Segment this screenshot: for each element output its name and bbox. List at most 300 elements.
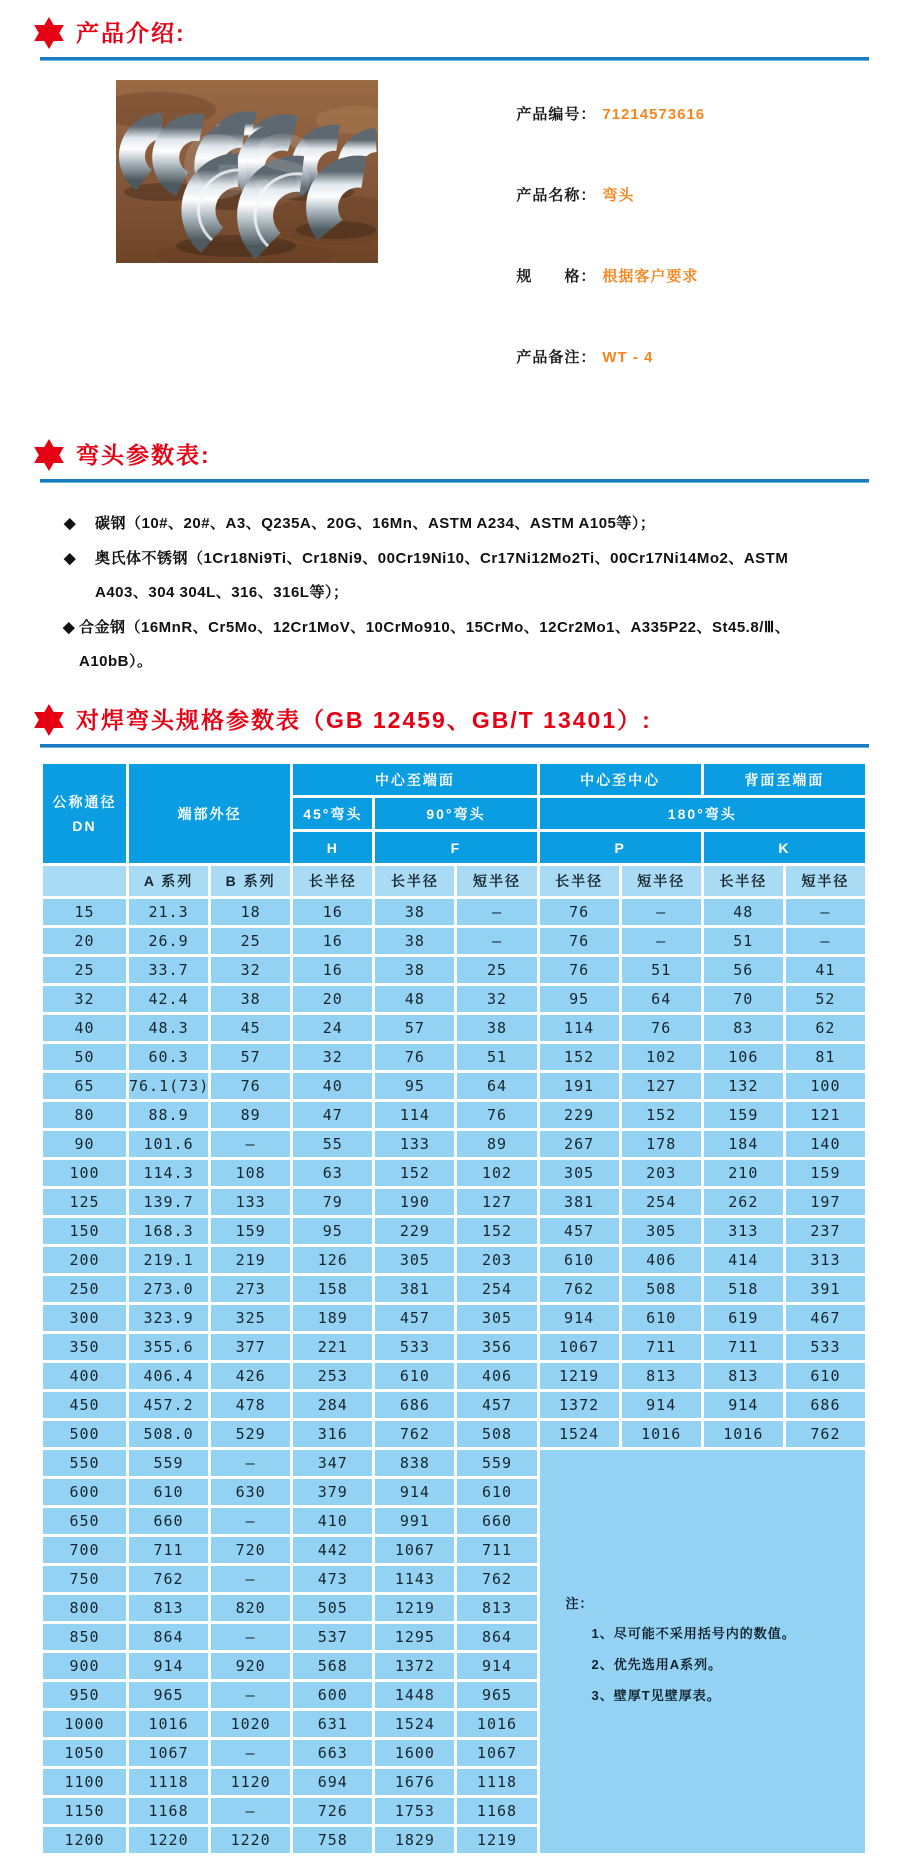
- value-cell: 95: [538, 985, 620, 1014]
- subheader-long-radius: 长半径: [538, 865, 620, 898]
- subheader-short-radius: 短半径: [620, 865, 702, 898]
- value-cell: 267: [538, 1130, 620, 1159]
- header-elbow45: 45°弯头: [292, 797, 374, 831]
- header-p: P: [538, 831, 702, 865]
- subheader-short-radius: 短半径: [784, 865, 866, 898]
- value-cell: 467: [784, 1304, 866, 1333]
- value-cell: 100: [784, 1072, 866, 1101]
- value-cell: —: [784, 898, 866, 927]
- value-cell: 406: [620, 1246, 702, 1275]
- value-cell: 33.7: [128, 956, 210, 985]
- spec-row: [42, 1130, 867, 1159]
- value-cell: 95: [374, 1072, 456, 1101]
- value-cell: 711: [702, 1333, 784, 1362]
- value-cell: 720: [210, 1536, 292, 1565]
- value-cell: 1067: [374, 1536, 456, 1565]
- value-cell: 442: [292, 1536, 374, 1565]
- subheader-short-radius: 短半径: [456, 865, 538, 898]
- value-cell: 159: [784, 1159, 866, 1188]
- dn-cell: 150: [42, 1217, 128, 1246]
- value-cell: 190: [374, 1188, 456, 1217]
- value-cell: 48.3: [128, 1014, 210, 1043]
- value-cell: 762: [374, 1420, 456, 1449]
- value-cell: 325: [210, 1304, 292, 1333]
- header-h: H: [292, 831, 374, 865]
- dn-cell: 600: [42, 1478, 128, 1507]
- value-cell: 711: [620, 1333, 702, 1362]
- diamond-bullet-icon: ◆: [64, 550, 77, 567]
- subheader-long-radius: 长半径: [292, 865, 374, 898]
- value-cell: 76: [538, 898, 620, 927]
- value-cell: 32: [456, 985, 538, 1014]
- header-end-od: 端部外径: [128, 763, 292, 865]
- value-cell: 313: [702, 1217, 784, 1246]
- header-dn-line1: 公称通径: [52, 793, 117, 810]
- dn-cell: 50: [42, 1043, 128, 1072]
- header-dn: [42, 763, 128, 865]
- spec-table-body: [42, 898, 867, 1855]
- value-cell: 42.4: [128, 985, 210, 1014]
- value-cell: 55: [292, 1130, 374, 1159]
- dn-cell: 250: [42, 1275, 128, 1304]
- value-cell: 16: [292, 898, 374, 927]
- spec-row: [42, 1246, 867, 1275]
- value-cell: 838: [374, 1449, 456, 1478]
- value-cell: 711: [456, 1536, 538, 1565]
- dn-cell: 65: [42, 1072, 128, 1101]
- field-label: 规 格：: [516, 268, 597, 285]
- value-cell: 32: [292, 1043, 374, 1072]
- value-cell: 178: [620, 1130, 702, 1159]
- header-k: K: [702, 831, 866, 865]
- value-cell: 1016: [128, 1710, 210, 1739]
- subheader-long-radius: 长半径: [702, 865, 784, 898]
- value-cell: 1524: [374, 1710, 456, 1739]
- value-cell: 914: [374, 1478, 456, 1507]
- value-cell: 79: [292, 1188, 374, 1217]
- dn-cell: 300: [42, 1304, 128, 1333]
- value-cell: 76: [210, 1072, 292, 1101]
- value-cell: —: [210, 1623, 292, 1652]
- value-cell: 62: [784, 1014, 866, 1043]
- spec-row: [42, 1014, 867, 1043]
- value-cell: 610: [538, 1246, 620, 1275]
- dn-cell: 100: [42, 1159, 128, 1188]
- value-cell: 568: [292, 1652, 374, 1681]
- spec-row: [42, 1275, 867, 1304]
- material-text: 奥氏体不锈钢（1Cr18Ni9Ti、Cr18Ni9、00Cr19Ni10、Cr17Ni12Mo2Ti、00Cr17Ni14Mo2、ASTM A403、304 304L、316、316L等）；: [95, 550, 789, 601]
- value-cell: 114.3: [128, 1159, 210, 1188]
- value-cell: 24: [292, 1014, 374, 1043]
- value-cell: 76.1(73): [128, 1072, 210, 1101]
- dn-cell: 15: [42, 898, 128, 927]
- value-cell: 630: [210, 1478, 292, 1507]
- field-label: 产品备注：: [516, 349, 597, 366]
- value-cell: 45: [210, 1014, 292, 1043]
- value-cell: 529: [210, 1420, 292, 1449]
- material-item-stainless-steel: [0, 542, 860, 610]
- value-cell: 197: [784, 1188, 866, 1217]
- value-cell: 262: [702, 1188, 784, 1217]
- value-cell: 184: [702, 1130, 784, 1159]
- value-cell: 559: [128, 1449, 210, 1478]
- value-cell: 1829: [374, 1826, 456, 1855]
- value-cell: 203: [456, 1246, 538, 1275]
- value-cell: 914: [538, 1304, 620, 1333]
- value-cell: 920: [210, 1652, 292, 1681]
- value-cell: 121: [784, 1101, 866, 1130]
- value-cell: 32: [210, 956, 292, 985]
- value-cell: 40: [292, 1072, 374, 1101]
- value-cell: —: [456, 927, 538, 956]
- notes-block: [540, 1593, 865, 1711]
- value-cell: —: [210, 1739, 292, 1768]
- product-photo: [116, 80, 378, 263]
- value-cell: 219: [210, 1246, 292, 1275]
- value-cell: 1016: [620, 1420, 702, 1449]
- value-cell: 152: [620, 1101, 702, 1130]
- spec-row: [42, 1159, 867, 1188]
- value-cell: 391: [784, 1275, 866, 1304]
- dn-cell: 20: [42, 927, 128, 956]
- value-cell: 25: [210, 927, 292, 956]
- section-spec-header: [34, 703, 909, 737]
- value-cell: 102: [456, 1159, 538, 1188]
- value-cell: 18: [210, 898, 292, 927]
- value-cell: 478: [210, 1391, 292, 1420]
- value-cell: 533: [784, 1333, 866, 1362]
- section-divider: [40, 57, 869, 61]
- field-product-name: [475, 167, 705, 222]
- section-divider: [40, 479, 869, 483]
- value-cell: 158: [292, 1275, 374, 1304]
- value-cell: 508.0: [128, 1420, 210, 1449]
- value-cell: 38: [210, 985, 292, 1014]
- spec-row: [42, 985, 867, 1014]
- value-cell: 132: [702, 1072, 784, 1101]
- header-center-to-center: 中心至中心: [538, 763, 702, 797]
- value-cell: 762: [128, 1565, 210, 1594]
- value-cell: 663: [292, 1739, 374, 1768]
- dn-cell: 125: [42, 1188, 128, 1217]
- value-cell: 762: [538, 1275, 620, 1304]
- value-cell: 1168: [456, 1797, 538, 1826]
- value-cell: 414: [702, 1246, 784, 1275]
- value-cell: 221: [292, 1333, 374, 1362]
- value-cell: 127: [456, 1188, 538, 1217]
- value-cell: 48: [702, 898, 784, 927]
- value-cell: 189: [292, 1304, 374, 1333]
- elbow-photo-illustration: [116, 80, 378, 263]
- subheader-empty: [42, 865, 128, 898]
- value-cell: 273.0: [128, 1275, 210, 1304]
- value-cell: 168.3: [128, 1217, 210, 1246]
- value-cell: 63: [292, 1159, 374, 1188]
- notes-cell: [538, 1449, 866, 1855]
- value-cell: 379: [292, 1478, 374, 1507]
- field-label: 产品名称：: [516, 187, 597, 204]
- product-fields: [475, 80, 705, 410]
- spec-row: [42, 1362, 867, 1391]
- value-cell: 1220: [128, 1826, 210, 1855]
- note-item: 2、优先选用A系列。: [591, 1656, 723, 1672]
- value-cell: 1676: [374, 1768, 456, 1797]
- value-cell: 64: [456, 1072, 538, 1101]
- value-cell: 1067: [128, 1739, 210, 1768]
- value-cell: 48: [374, 985, 456, 1014]
- spec-row: [42, 927, 867, 956]
- value-cell: 813: [456, 1594, 538, 1623]
- dn-cell: 550: [42, 1449, 128, 1478]
- value-cell: 356: [456, 1333, 538, 1362]
- value-cell: 76: [620, 1014, 702, 1043]
- value-cell: 533: [374, 1333, 456, 1362]
- value-cell: 610: [620, 1304, 702, 1333]
- value-cell: 1372: [374, 1652, 456, 1681]
- value-cell: 16: [292, 956, 374, 985]
- value-cell: 914: [456, 1652, 538, 1681]
- value-cell: 52: [784, 985, 866, 1014]
- value-cell: 508: [456, 1420, 538, 1449]
- value-cell: 1372: [538, 1391, 620, 1420]
- value-cell: 457: [374, 1304, 456, 1333]
- value-cell: 253: [292, 1362, 374, 1391]
- value-cell: —: [210, 1449, 292, 1478]
- subheader-long-radius: 长半径: [374, 865, 456, 898]
- value-cell: 813: [128, 1594, 210, 1623]
- value-cell: —: [210, 1797, 292, 1826]
- value-cell: 686: [374, 1391, 456, 1420]
- value-cell: 559: [456, 1449, 538, 1478]
- value-cell: 914: [702, 1391, 784, 1420]
- dn-cell: 1100: [42, 1768, 128, 1797]
- value-cell: 126: [292, 1246, 374, 1275]
- value-cell: 631: [292, 1710, 374, 1739]
- value-cell: 273: [210, 1275, 292, 1304]
- value-cell: 26.9: [128, 927, 210, 956]
- value-cell: 381: [538, 1188, 620, 1217]
- value-cell: 305: [538, 1159, 620, 1188]
- value-cell: 914: [620, 1391, 702, 1420]
- dn-cell: 1150: [42, 1797, 128, 1826]
- value-cell: 537: [292, 1623, 374, 1652]
- value-cell: 711: [128, 1536, 210, 1565]
- value-cell: 305: [374, 1246, 456, 1275]
- value-cell: 76: [456, 1101, 538, 1130]
- dn-cell: 40: [42, 1014, 128, 1043]
- value-cell: 323.9: [128, 1304, 210, 1333]
- value-cell: 133: [210, 1188, 292, 1217]
- dn-cell: 350: [42, 1333, 128, 1362]
- spec-row: [42, 956, 867, 985]
- value-cell: 1118: [128, 1768, 210, 1797]
- dn-cell: 400: [42, 1362, 128, 1391]
- value-cell: 229: [538, 1101, 620, 1130]
- value-cell: 127: [620, 1072, 702, 1101]
- value-cell: 473: [292, 1565, 374, 1594]
- value-cell: 57: [374, 1014, 456, 1043]
- value-cell: 64: [620, 985, 702, 1014]
- red-star-icon: [34, 704, 64, 736]
- value-cell: 38: [374, 927, 456, 956]
- value-cell: 864: [128, 1623, 210, 1652]
- value-cell: 1120: [210, 1768, 292, 1797]
- dn-cell: 1050: [42, 1739, 128, 1768]
- value-cell: 600: [292, 1681, 374, 1710]
- value-cell: 610: [456, 1478, 538, 1507]
- header-center-to-end: 中心至端面: [292, 763, 538, 797]
- dn-cell: 850: [42, 1623, 128, 1652]
- dn-cell: 1200: [42, 1826, 128, 1855]
- value-cell: 508: [620, 1275, 702, 1304]
- value-cell: 316: [292, 1420, 374, 1449]
- spec-row: [42, 1304, 867, 1333]
- value-cell: 1118: [456, 1768, 538, 1797]
- value-cell: 139.7: [128, 1188, 210, 1217]
- diamond-bullet-icon: ◆: [63, 619, 76, 636]
- value-cell: 758: [292, 1826, 374, 1855]
- header-back-to-end: 背面至端面: [702, 763, 866, 797]
- value-cell: 101.6: [128, 1130, 210, 1159]
- value-cell: 152: [374, 1159, 456, 1188]
- value-cell: 237: [784, 1217, 866, 1246]
- value-cell: 41: [784, 956, 866, 985]
- value-cell: —: [210, 1130, 292, 1159]
- field-product-code: [475, 86, 705, 141]
- value-cell: 1448: [374, 1681, 456, 1710]
- value-cell: 762: [784, 1420, 866, 1449]
- spec-row: [42, 1420, 867, 1449]
- value-cell: 305: [620, 1217, 702, 1246]
- value-cell: —: [210, 1507, 292, 1536]
- value-cell: 60.3: [128, 1043, 210, 1072]
- value-cell: 1016: [702, 1420, 784, 1449]
- value-cell: 102: [620, 1043, 702, 1072]
- field-value: WT - 4: [602, 349, 654, 366]
- value-cell: 1219: [456, 1826, 538, 1855]
- field-product-remark: [475, 329, 705, 384]
- spec-row: [42, 1043, 867, 1072]
- value-cell: 619: [702, 1304, 784, 1333]
- value-cell: 159: [210, 1217, 292, 1246]
- header-elbow90: 90°弯头: [374, 797, 538, 831]
- red-star-icon: [34, 17, 64, 49]
- note-title: 注：: [565, 1595, 594, 1611]
- note-item: 3、壁厚T见壁厚表。: [591, 1687, 721, 1703]
- value-cell: —: [210, 1565, 292, 1594]
- value-cell: 610: [128, 1478, 210, 1507]
- diamond-bullet-icon: ◆: [64, 515, 77, 532]
- value-cell: 203: [620, 1159, 702, 1188]
- value-cell: 133: [374, 1130, 456, 1159]
- value-cell: —: [456, 898, 538, 927]
- value-cell: 914: [128, 1652, 210, 1681]
- dn-cell: 80: [42, 1101, 128, 1130]
- value-cell: 210: [702, 1159, 784, 1188]
- value-cell: 1067: [538, 1333, 620, 1362]
- value-cell: 83: [702, 1014, 784, 1043]
- spec-table-header: [42, 763, 867, 898]
- subheader-series-a: A 系列: [128, 865, 210, 898]
- value-cell: 991: [374, 1507, 456, 1536]
- value-cell: 313: [784, 1246, 866, 1275]
- value-cell: 864: [456, 1623, 538, 1652]
- spec-row: [42, 1101, 867, 1130]
- value-cell: 518: [702, 1275, 784, 1304]
- value-cell: 726: [292, 1797, 374, 1826]
- value-cell: 38: [456, 1014, 538, 1043]
- spec-row: [42, 1217, 867, 1246]
- value-cell: 114: [374, 1101, 456, 1130]
- material-text: 碳钢（10#、20#、A3、Q235A、20G、16Mn、ASTM A234、ASTM A105等）；: [95, 515, 656, 532]
- dn-cell: 750: [42, 1565, 128, 1594]
- value-cell: 89: [210, 1101, 292, 1130]
- dn-cell: 1000: [42, 1710, 128, 1739]
- spec-row: [42, 1391, 867, 1420]
- value-cell: 88.9: [128, 1101, 210, 1130]
- value-cell: 21.3: [128, 898, 210, 927]
- header-elbow180: 180°弯头: [538, 797, 866, 831]
- dn-cell: 700: [42, 1536, 128, 1565]
- value-cell: 377: [210, 1333, 292, 1362]
- dn-cell: 90: [42, 1130, 128, 1159]
- dn-cell: 450: [42, 1391, 128, 1420]
- dn-cell: 200: [42, 1246, 128, 1275]
- value-cell: —: [210, 1681, 292, 1710]
- value-cell: 355.6: [128, 1333, 210, 1362]
- value-cell: 89: [456, 1130, 538, 1159]
- value-cell: 660: [128, 1507, 210, 1536]
- value-cell: 694: [292, 1768, 374, 1797]
- value-cell: 140: [784, 1130, 866, 1159]
- value-cell: 152: [456, 1217, 538, 1246]
- value-cell: 1143: [374, 1565, 456, 1594]
- value-cell: 457.2: [128, 1391, 210, 1420]
- header-f: F: [374, 831, 538, 865]
- photo-watermark: GS: [180, 116, 314, 218]
- materials-list: [0, 507, 860, 679]
- value-cell: 1220: [210, 1826, 292, 1855]
- value-cell: 426: [210, 1362, 292, 1391]
- value-cell: 254: [620, 1188, 702, 1217]
- value-cell: 965: [456, 1681, 538, 1710]
- value-cell: 108: [210, 1159, 292, 1188]
- value-cell: 38: [374, 898, 456, 927]
- value-cell: 106: [702, 1043, 784, 1072]
- value-cell: 965: [128, 1681, 210, 1710]
- value-cell: 38: [374, 956, 456, 985]
- value-cell: 95: [292, 1217, 374, 1246]
- field-label: 产品编号：: [516, 106, 597, 123]
- value-cell: —: [784, 927, 866, 956]
- value-cell: —: [620, 898, 702, 927]
- value-cell: 1295: [374, 1623, 456, 1652]
- value-cell: 47: [292, 1101, 374, 1130]
- spec-row: [42, 1188, 867, 1217]
- header-dn-line2: DN: [72, 817, 97, 834]
- value-cell: 1524: [538, 1420, 620, 1449]
- value-cell: 76: [538, 956, 620, 985]
- value-cell: 76: [374, 1043, 456, 1072]
- product-intro-block: [116, 80, 909, 410]
- section-intro-header: [34, 16, 909, 50]
- value-cell: 381: [374, 1275, 456, 1304]
- dn-cell: 650: [42, 1507, 128, 1536]
- dn-cell: 500: [42, 1420, 128, 1449]
- value-cell: 56: [702, 956, 784, 985]
- value-cell: 505: [292, 1594, 374, 1623]
- value-cell: 25: [456, 956, 538, 985]
